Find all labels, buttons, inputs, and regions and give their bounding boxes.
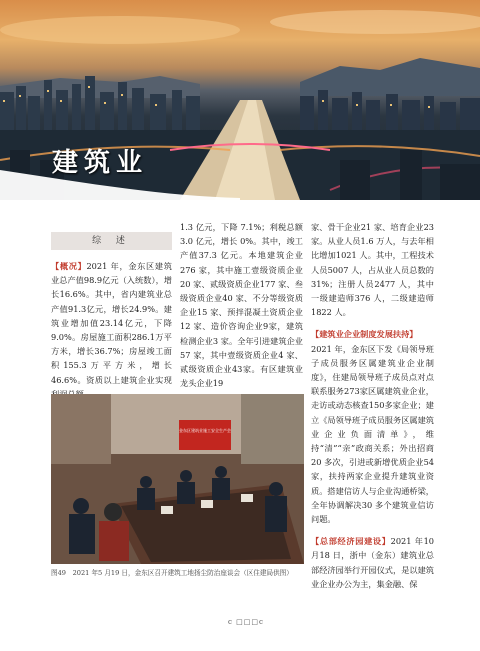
overview-text: 2021 年，金东区建筑业总产值98.9亿元（入统数），增长16.6%。其中，省内建筑业总产值91.3亿元，增长24.9%。建筑业增加值23.14亿元，下降9.0%。房屋施工面积286.1万平方米，增长36.7%；房屋竣工面积155.3万平方米，增长46.6%。资质以上建筑企业实现 xyxy=(51,261,172,385)
section-heading-overview: 综 述 xyxy=(51,232,172,250)
page-number: c □□□c xyxy=(228,618,264,626)
heading-hq-park: 【总部经济园建设】 xyxy=(311,536,391,547)
heading-enterprise-support: 【建筑业企业制度发展扶持】 xyxy=(311,329,418,340)
meeting-room-illustration xyxy=(51,394,304,564)
screen-text: 金东区建筑业施工安全生产会 xyxy=(179,428,231,433)
chapter-title: 建筑业 xyxy=(52,148,149,178)
column-2-text: 1.3 亿元，下降 7.1%；利税总额3.0 亿元，增长 0%。其中，竣工产值37.3 亿元。本地建筑企业276 家，其中施工壹级资质企业20 家、贰级资质企业177 家、叁级资质企业40 家、不分等级资质企业15 家、预拌混凝土资质企业12 家、造价咨询企业9家，建筑检测企业3 家。全年引进建筑企业57 家，其中壹级资质企业4 家、贰级资质企业43家。有区建筑业龙头企业19 xyxy=(180,222,303,389)
meeting-photo xyxy=(51,394,304,564)
column-3-text-1: 家、骨干企业21 家、培育企业23 家。从业人员1.6 万人，与去年相比增加1021 人。其中，工程技术人员5007 人，占从业人员总数的31%；注册人员2477 人，其中一级建造师376 人，二级建造师1822 人。 xyxy=(311,222,434,318)
column-3-text-3: 2021 年10 月18 日，浙中（金东）建筑业总部经济园举行开园仪式，是以建筑业企业办公为主，集金融、保 xyxy=(311,536,434,589)
column-2 xyxy=(180,220,303,390)
column-3 xyxy=(311,220,434,591)
overview-tag: 【概况】 xyxy=(51,261,87,271)
photo-caption: 图49 2021 年5 月19 日，金东区召开建筑工地扬尘防治座谈会（区住建局供图） xyxy=(51,569,293,577)
column-1 xyxy=(51,259,172,401)
column-3-text-2: 2021 年，金东区下发《局领导班子成员服务区属建筑业企业制度》，住建局领导班子成员点对点联系服务273家区属建筑业企业，走访或动态核查150多家企业；建立《局领导班子成员服务区属建筑业企业负面清单》，维持“清”“亲”政商关系；外出招商20 多次，引进或新增优质企业54 家，扶持两家企业提升建筑业资质。搭建信访人与企业沟通桥梁，全年协调解决30 多个建筑业信访问题。 xyxy=(311,343,434,525)
